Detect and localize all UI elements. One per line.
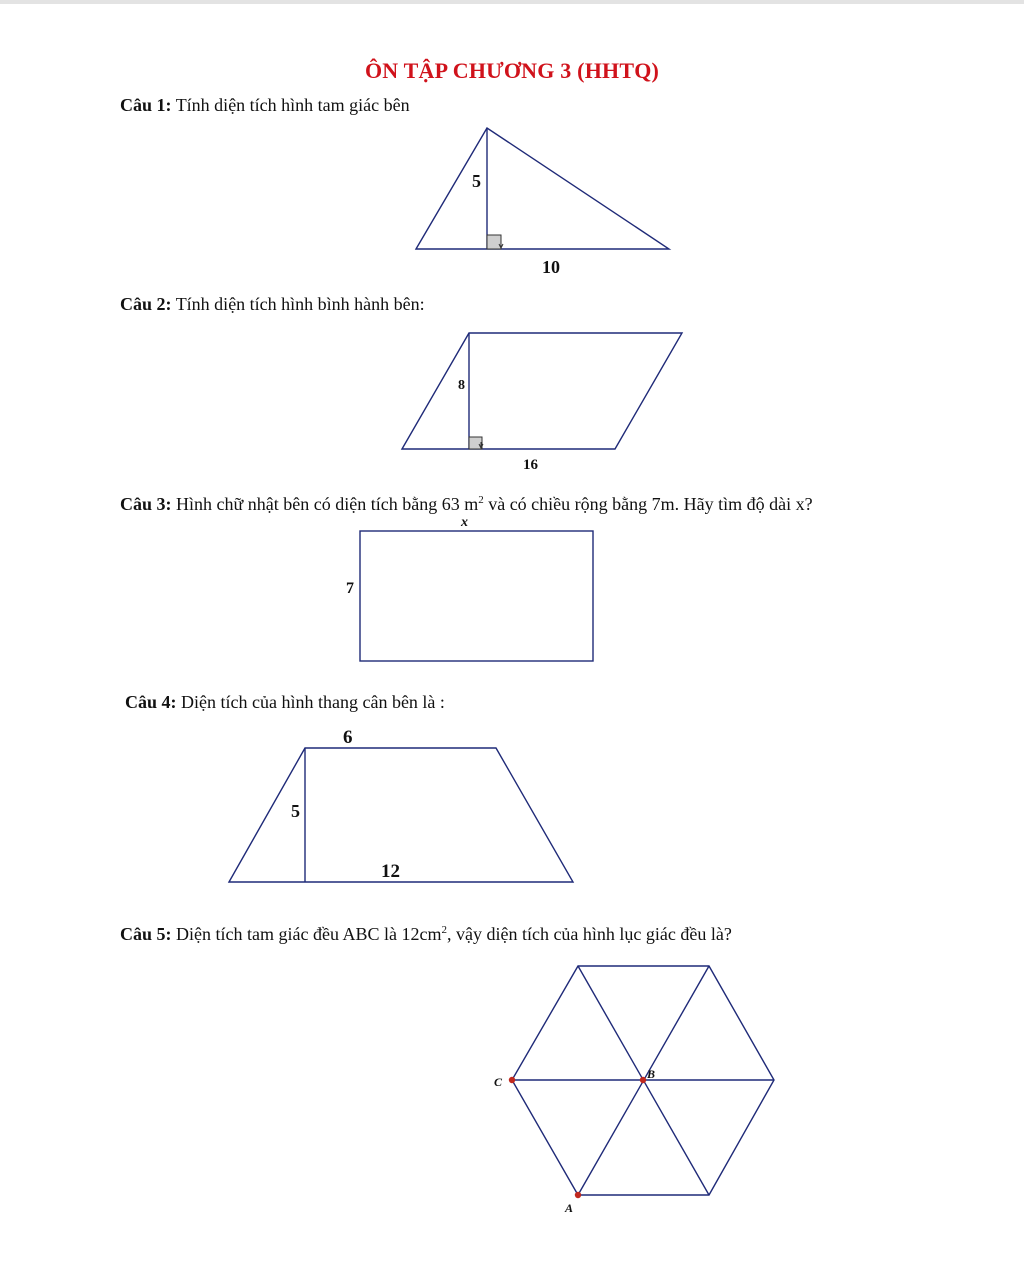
rectangle-height-label: 7 xyxy=(346,580,354,597)
point-c-dot xyxy=(509,1077,515,1083)
parallelogram-base-label: 16 xyxy=(523,457,538,473)
trapezoid-figure xyxy=(229,748,573,882)
parallelogram-shape xyxy=(402,333,682,449)
question-3-sup: 2 xyxy=(478,494,484,506)
question-4-label: Câu 4: xyxy=(125,692,177,712)
question-5-text-after: , vậy diện tích của hình lục giác đều là? xyxy=(446,924,732,944)
question-5-label: Câu 5: xyxy=(120,924,172,944)
triangle-figure xyxy=(416,128,669,249)
trapezoid-shape xyxy=(229,748,573,882)
point-b-dot xyxy=(640,1077,646,1083)
question-3-text-after: và có chiều rộng bằng 7m. Hãy tìm độ dài x? xyxy=(483,494,813,514)
triangle-shape xyxy=(416,128,669,249)
right-angle-marker xyxy=(487,235,501,249)
rectangle-width-label: x xyxy=(461,515,468,530)
point-a-label: A xyxy=(565,1201,574,1215)
trapezoid-height-label: 5 xyxy=(291,801,300,821)
question-4-text: Diện tích của hình thang cân bên là : xyxy=(176,692,445,712)
page-title: ÔN TẬP CHƯƠNG 3 (HHTQ) xyxy=(364,58,660,83)
question-2-label: Câu 2: xyxy=(120,294,172,314)
parallelogram-figure xyxy=(402,333,682,449)
trapezoid-top-label: 6 xyxy=(343,727,353,748)
rectangle-figure xyxy=(360,531,593,661)
question-1-label: Câu 1: xyxy=(120,95,172,115)
rectangle-shape xyxy=(360,531,593,661)
question-2-text: Tính diện tích hình bình hành bên: xyxy=(171,294,425,314)
point-b-label: B xyxy=(647,1067,656,1081)
triangle-base-label: 10 xyxy=(542,257,560,277)
question-3-text-before: Hình chữ nhật bên có diện tích bằng 63 m xyxy=(171,494,479,514)
question-3-label: Câu 3: xyxy=(120,494,172,514)
question-5-sup: 2 xyxy=(441,924,447,936)
trapezoid-bottom-label: 12 xyxy=(381,861,400,882)
question-1-text: Tính diện tích hình tam giác bên xyxy=(171,95,410,115)
point-c-label: C xyxy=(494,1075,503,1089)
question-5-text-before: Diện tích tam giác đều ABC là 12cm xyxy=(171,924,442,944)
parallelogram-height-label: 8 xyxy=(458,378,465,393)
point-a-dot xyxy=(575,1192,581,1198)
triangle-height-label: 5 xyxy=(472,171,481,191)
